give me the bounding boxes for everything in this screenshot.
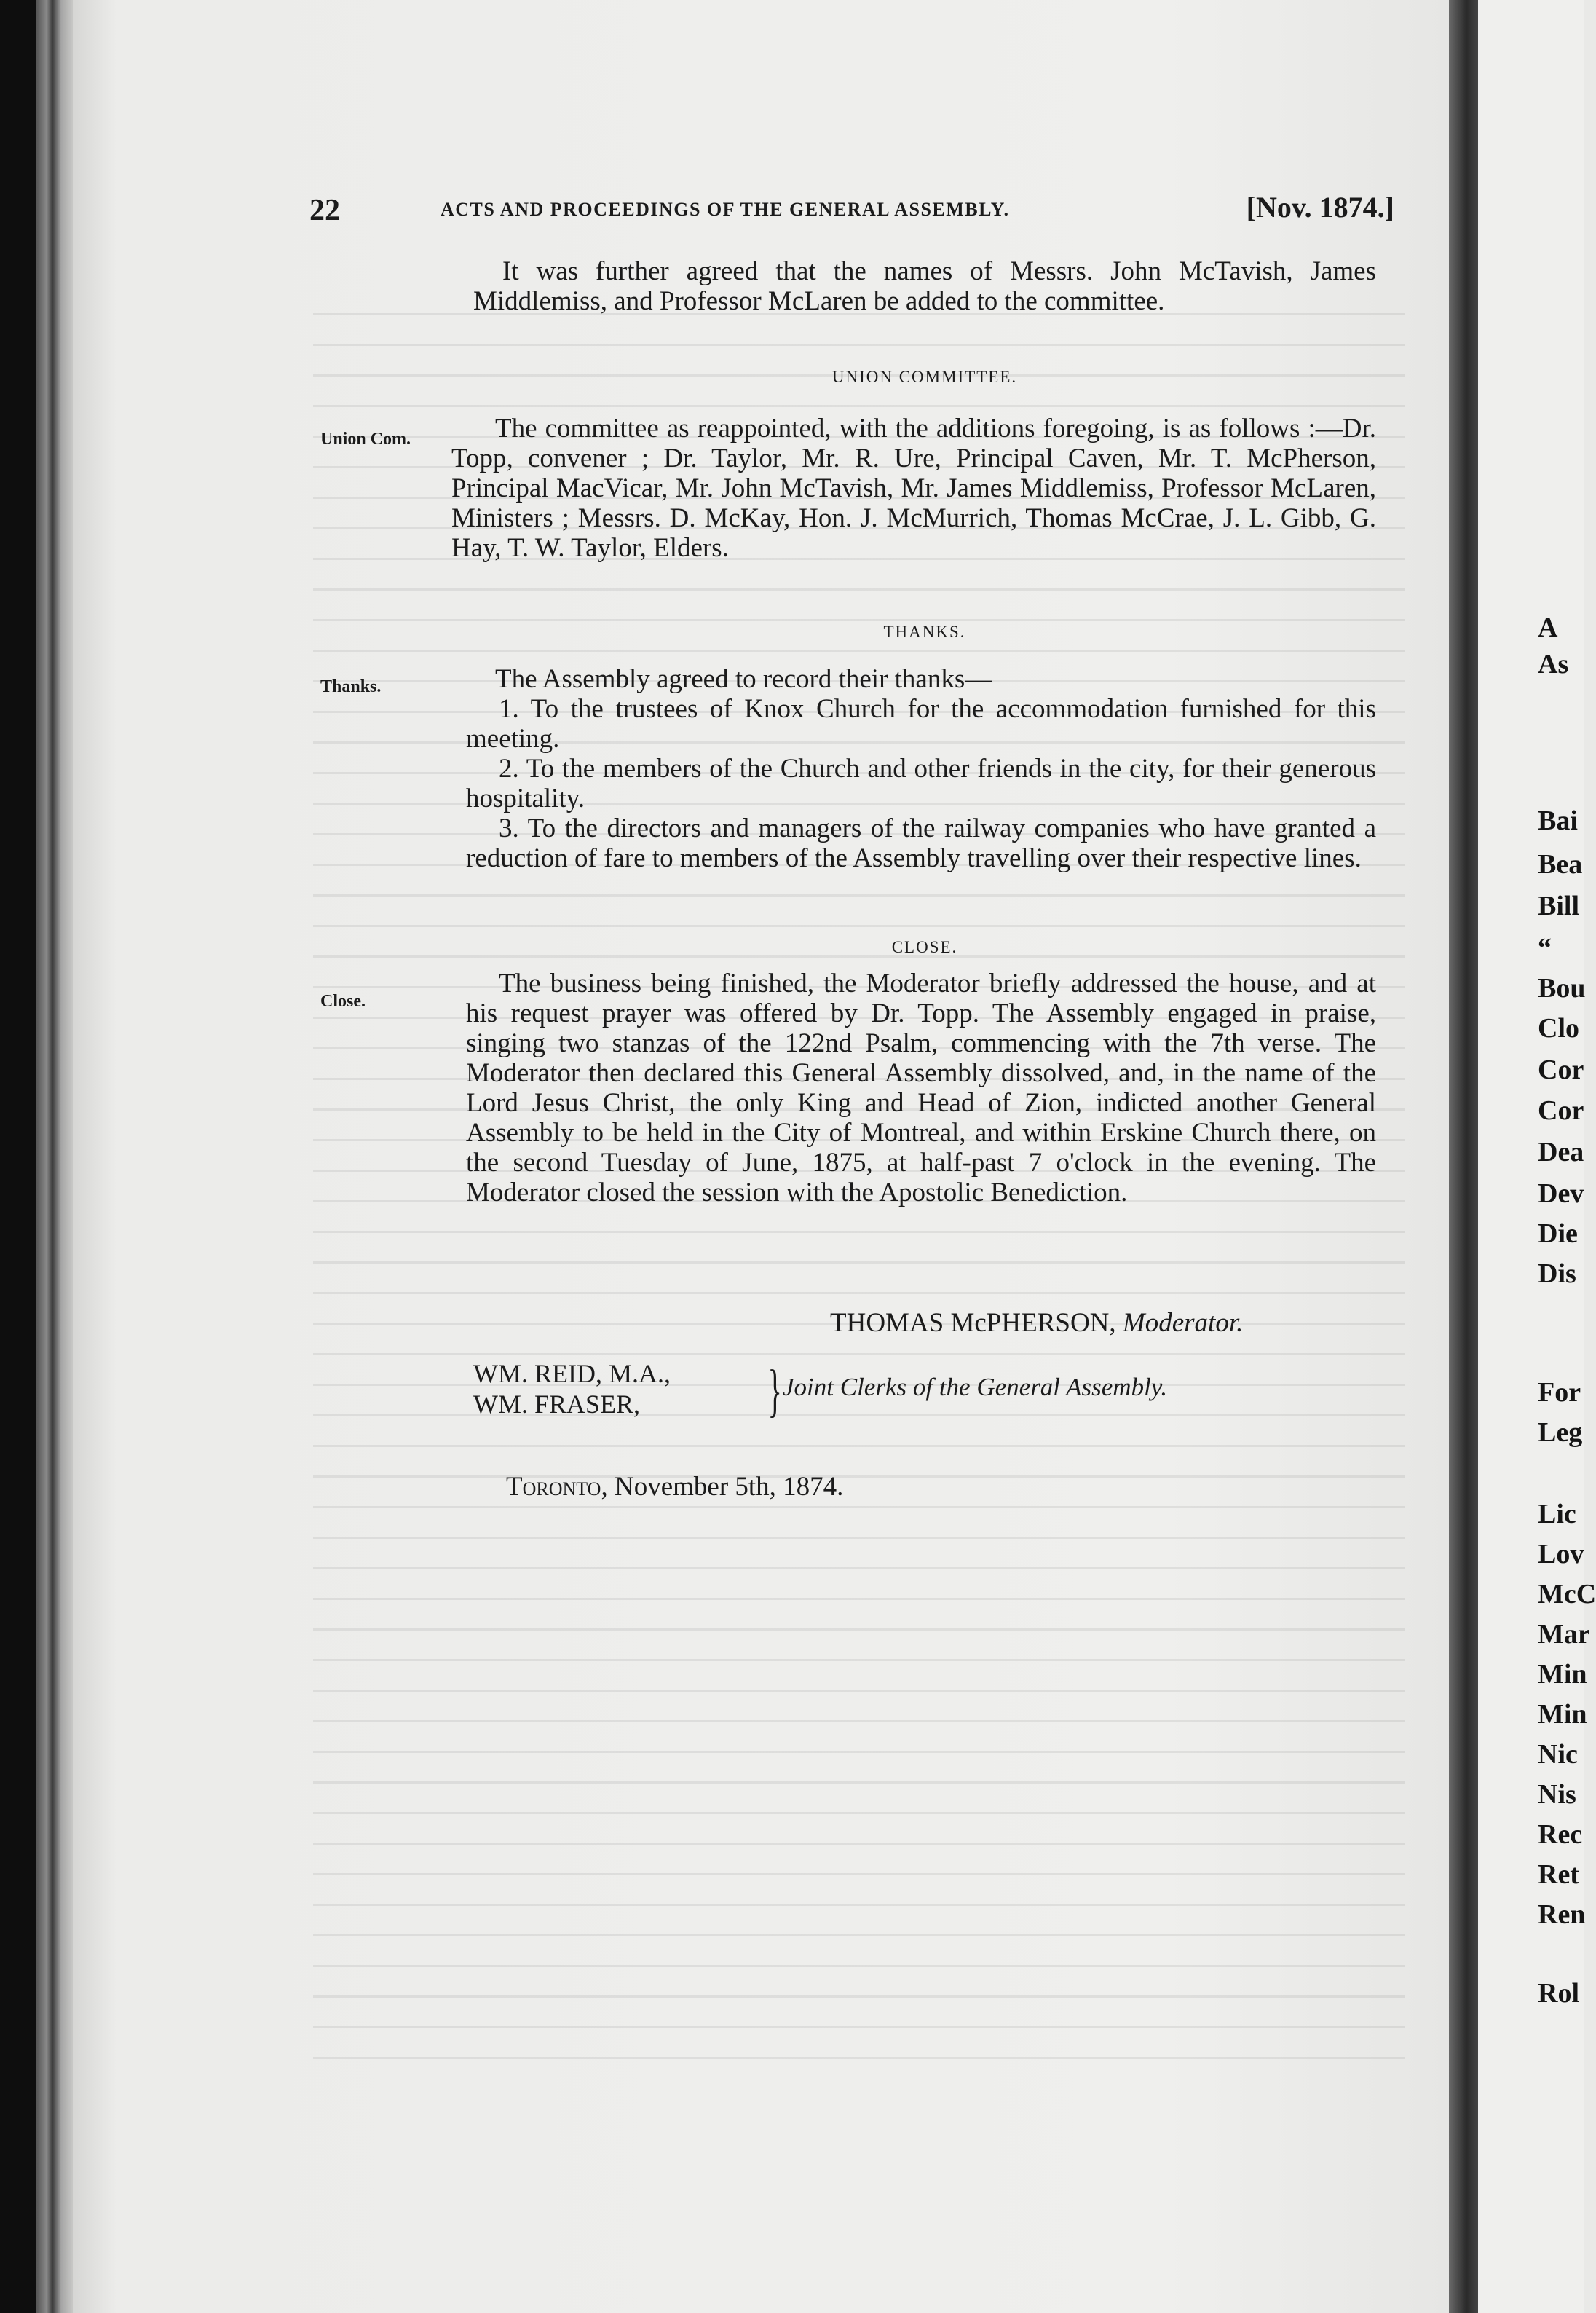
book-page-edges [36,0,73,2313]
fragment: Dea [1538,1137,1584,1167]
fragment: Bill [1538,891,1580,921]
clerk-reid: WM. REID, M.A., [473,1359,671,1388]
left-scan-edge [0,0,36,2313]
fragment: Cor [1538,1055,1584,1085]
fragment: Nis [1538,1779,1576,1810]
fragment: Mar [1538,1619,1590,1650]
fragment: Die [1538,1218,1578,1249]
fragment: Rec [1538,1819,1583,1850]
fragment: Clo [1538,1013,1579,1044]
fragment: A [1538,612,1558,643]
facing-page-text [1538,0,1596,2313]
fragment: For [1538,1377,1581,1408]
moderator-title: Moderator. [1122,1308,1244,1338]
clerks-title: Joint Clerks of the General Assembly. [783,1373,1168,1401]
place-and-date [506,1471,843,1502]
page-header [309,193,1394,229]
place: Toronto, [506,1472,608,1502]
close-heading: CLOSE. [891,938,958,956]
thanks-item-2: 2. To the members of the Church and other friends in the city, for their generous hospitality. [466,754,1376,813]
fragment: Min [1538,1699,1587,1730]
fragment: Ren [1538,1899,1586,1930]
thanks-item-1: 1. To the trustees of Knox Church for the accommodation furnished for this meeting. [466,694,1376,754]
fragment: As [1538,649,1569,679]
brace-glyph: } [767,1359,782,1423]
page-number: 22 [309,194,340,227]
union-committee-heading: UNION COMMITTEE. [831,368,1018,386]
fragment: Rol [1538,1978,1579,2009]
union-margin-note: Union Com. [320,430,411,449]
thanks-heading: THANKS. [883,623,966,641]
fragment: Ret [1538,1859,1579,1890]
fragment: “ [1538,933,1552,964]
date: November 5th, 1874. [614,1472,844,1502]
moderator-signature [830,1307,1243,1339]
fragment: Leg [1538,1417,1583,1448]
date-reference: [Nov. 1874.] [1246,191,1394,224]
fragment: McC [1538,1579,1596,1609]
fragment: Nic [1538,1739,1578,1770]
fragment: Dis [1538,1258,1576,1289]
running-title: ACTS AND PROCEEDINGS OF THE GENERAL ASSEMBLY. [441,199,1010,220]
close-margin-note: Close. [320,992,366,1011]
moderator-name: THOMAS McPHERSON, [830,1308,1116,1338]
fragment: Lov [1538,1539,1584,1569]
fragment: Cor [1538,1095,1584,1126]
fragment: Bai [1538,805,1578,836]
union-committee-paragraph: The committee as reappointed, with the additions foregoing, is as follows :—Dr. Topp, convener ; Dr. Taylor, Mr. R. Ure, Principal Caven, Mr. T. McPherson, Principal MacVicar, Mr. John McTavish, Mr. James Middlemiss, Professor McLaren, Ministers ; Messrs. D. McKay, Hon. J. McMurrich, Thomas McCrae, J. L. Gibb, G. Hay, T. W. Taylor, Elders. [451,414,1376,563]
fragment: Bea [1538,849,1583,880]
fragment: Lic [1538,1499,1576,1529]
close-paragraph: The business being finished, the Moderator briefly addressed the house, and at his request prayer was offered by Dr. Topp. The Assembly engaged in praise, singing two stanzas of the 122nd Psalm, commencing with the 7th verse. The Moderator then declared this General Assembly dissolved, and, in the name of the Lord Jesus Christ, the only King and Head of Zion, indicted another General Assembly to be held in the City of Montreal, and within Erskine Church there, on the second Tuesday of June, 1875, at half-past 7 o'clock in the evening. The Moderator closed the session with the Apostolic Benediction. [466,969,1376,1207]
clerk-fraser: WM. FRASER, [473,1390,641,1419]
fragment: Dev [1538,1178,1584,1209]
fragment: Bou [1538,973,1586,1004]
intro-paragraph: It was further agreed that the names of Messrs. John McTavish, James Middlemiss, and Professor McLaren be added to the committee. [473,256,1376,316]
fragment: Min [1538,1659,1587,1690]
thanks-item-3: 3. To the directors and managers of the railway companies who have granted a reduction of fare to members of the Assembly travelling over their respective lines. [466,813,1376,873]
book-gutter [1449,0,1478,2313]
thanks-margin-note: Thanks. [320,677,382,696]
thanks-intro: The Assembly agreed to record their thanks— [495,664,992,694]
